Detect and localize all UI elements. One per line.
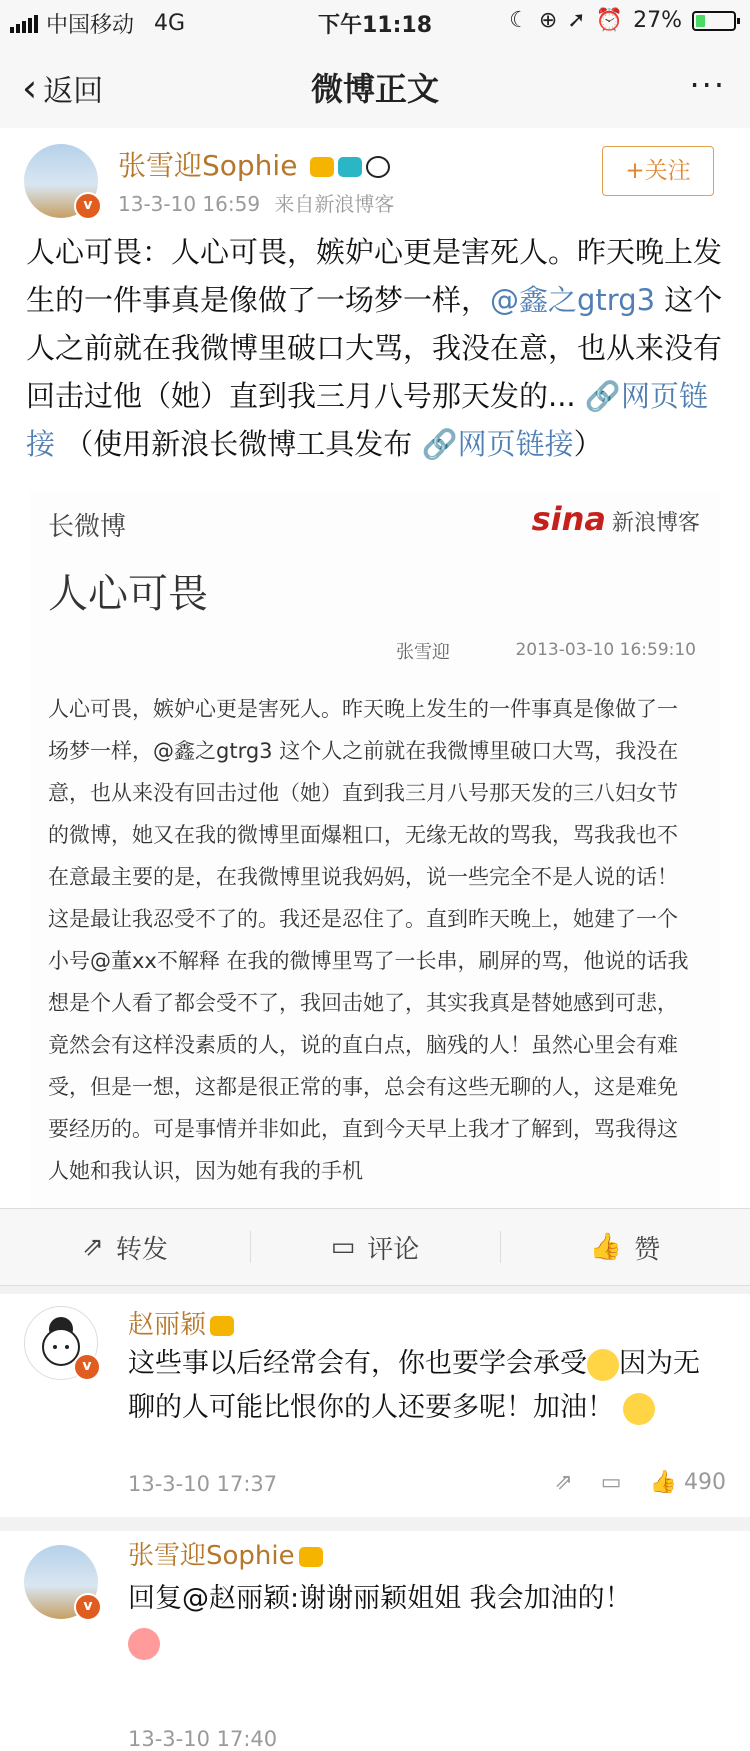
post-text-part: 人心可畏：人心可畏，嫉妒心更是害死人。昨天晚上发生的一件事真是像做了一场梦一样， [26, 235, 723, 317]
like-button[interactable] [500, 1209, 750, 1285]
post-time: 13-3-10 16:59 [118, 192, 261, 216]
comment-text [128, 1342, 724, 1430]
vip-crown-icon [210, 1316, 234, 1336]
long-weibo-author: 张雪迎 [396, 642, 450, 663]
link-icon: 🔗 [421, 427, 458, 461]
like-label: 赞 [634, 1234, 661, 1265]
repost-button[interactable] [0, 1209, 250, 1285]
chevron-left-icon: ‹ [22, 66, 38, 110]
long-weibo-body: 人心可畏，嫉妒心更是害死人。昨天晚上发生的一件事真是像做了一场梦一样，@鑫之gtrg3 这个人之前就在我微博里破口大骂，我没在意，也从来没有回击过他（她）直到我三月八号那天发的三八妇女节的微博，她又在我的微博里面爆粗口，无缘无故的骂我，骂我我也不在意最主要的是，在我微博里说我妈妈，说一些完全不是人说的话！这是最让我忍受不了的。我还是忍住了。直到昨天晚上，她建了一个小号@董xx不解释 在我的微博里骂了一长串，刷屏的骂，他说的话我想是个人看了都会受不了，我回击她了，其实我真是替她感到可悲，竟然会有这样没素质的人，说的直白点，脑残的人！虽然心里会有难受，但是一想，这都是很正常的事，总会有这些无聊的人，这是难免要经历的。可是事情并非如此，直到今天早上我才了解到，骂我得这人她和我认识，因为她有我的手机 [48, 697, 689, 1183]
battery-percent: 27% [633, 8, 682, 33]
weibo-post [0, 128, 750, 1208]
author-avatar[interactable] [24, 144, 98, 218]
thumbs-up-icon: 👍 [589, 1232, 623, 1262]
thumbs-up-icon: 👍 [649, 1470, 677, 1495]
comment-author-name: 赵丽颖 [128, 1310, 207, 1340]
location-icon: ➚ [567, 8, 586, 33]
section-divider [0, 1517, 750, 1531]
long-weibo-header: 长微博 [48, 512, 127, 542]
status-time: 下午11:18 [317, 13, 433, 38]
comment-author-name: 张雪迎Sophie [128, 1541, 295, 1571]
kiss-emoji-icon [128, 1628, 160, 1660]
web-link-label: 网页链接 [457, 427, 574, 461]
long-weibo-title: 人心可畏 [48, 571, 208, 617]
comment-text-part: 这些事以后经常会有，你也要学会承受 [128, 1348, 587, 1379]
comment-icon[interactable]: ▭ [600, 1470, 622, 1495]
back-label: 返回 [43, 74, 104, 109]
long-weibo-time: 2013-03-10 16:59:10 [515, 640, 696, 660]
sunglasses-emoji-icon [623, 1393, 655, 1425]
comment-text-part: 因为无聊的人可能比恨你的人还要多呢！加油！ [128, 1348, 700, 1423]
post-text-part: ） [573, 427, 603, 461]
web-link-2[interactable] [421, 427, 573, 461]
post-action-bar [0, 1208, 750, 1286]
post-text [26, 228, 726, 468]
link-icon: 🔗 [584, 379, 621, 413]
commenter-avatar[interactable] [24, 1545, 98, 1619]
follow-button[interactable]: +关注 [602, 146, 714, 196]
comment-actions [554, 1470, 726, 1495]
comment-like-count: 490 [684, 1470, 726, 1495]
mention-link[interactable]: @鑫之gtrg3 [490, 283, 656, 317]
comment-text [128, 1577, 724, 1665]
repost-icon: ⇗ [82, 1232, 104, 1262]
vip-crown-icon [310, 157, 334, 177]
comment-author[interactable] [128, 1535, 323, 1572]
comment-item [0, 1294, 750, 1517]
verified-badge-icon: v [73, 1353, 101, 1381]
post-author-name: 张雪迎Sophie [118, 149, 298, 182]
verified-badge-icon: v [74, 192, 102, 220]
post-text-part: 这个人之前就在我微博里破口大骂，我没在意，也从来没有回击过他（她）直到我三月八号那天发的... [26, 283, 723, 413]
comment-icon: ▭ [330, 1232, 356, 1262]
comment-like-button[interactable] [650, 1470, 726, 1495]
vip-crown-icon [299, 1547, 323, 1567]
alarm-icon: ⏰ [595, 8, 624, 33]
post-text-part: （使用新浪长微博工具发布 [55, 427, 422, 461]
long-weibo-image[interactable] [30, 492, 720, 1208]
sina-logo-mark: sina [531, 500, 606, 538]
comment-time: 13-3-10 17:40 [128, 1727, 278, 1751]
comment-button[interactable] [250, 1209, 500, 1285]
page-title: 微博正文 [310, 70, 439, 108]
nav-bar [0, 42, 750, 129]
comment-label: 评论 [367, 1234, 420, 1265]
status-bar [0, 0, 750, 42]
comment-item [0, 1531, 750, 1751]
post-author[interactable] [118, 144, 390, 184]
battery-icon [692, 11, 736, 31]
lock-rotation-icon: ⊕ [538, 8, 558, 33]
post-source: 来自新浪博客 [274, 192, 395, 216]
post-meta [118, 188, 394, 217]
repost-label: 转发 [115, 1234, 168, 1265]
carrier-name: 中国移动 [46, 13, 135, 38]
moon-icon: ☾ [509, 8, 529, 33]
sina-blog-logo [532, 500, 700, 538]
web-link-label: 网页链接 [26, 379, 708, 461]
more-options-button[interactable]: ··· [689, 66, 726, 104]
repost-icon[interactable]: ⇗ [554, 1470, 573, 1495]
comment-author[interactable] [128, 1304, 234, 1341]
comment-text-part: 回复@赵丽颖:谢谢丽颖姐姐 我会加油的！ [128, 1583, 632, 1614]
status-right [509, 8, 736, 33]
comment-time: 13-3-10 17:37 [128, 1472, 278, 1496]
verified-badge-icon: v [74, 1593, 102, 1621]
smile-emoji-icon [587, 1349, 619, 1381]
battery-fill [696, 15, 705, 27]
network-type: 4G [154, 11, 186, 36]
camera-badge-icon [338, 157, 362, 177]
commenter-avatar[interactable] [24, 1306, 98, 1380]
sina-logo-text: 新浪博客 [611, 511, 700, 536]
panda-badge-icon [366, 156, 390, 178]
